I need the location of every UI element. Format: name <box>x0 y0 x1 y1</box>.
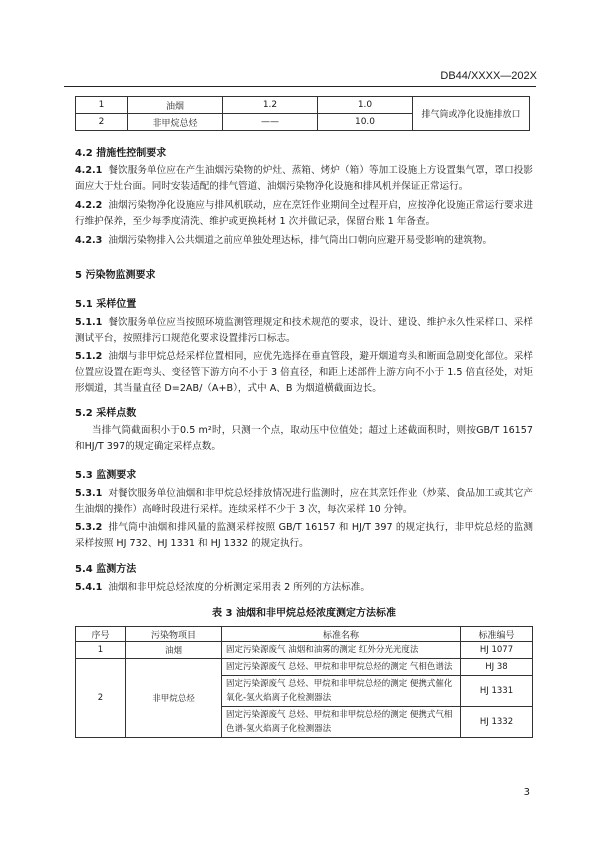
para-5-3-2 <box>75 520 533 552</box>
cell-item: 油烟 <box>126 642 222 659</box>
cell-seq: 2 <box>76 659 126 738</box>
para-number: 5.4.1 <box>75 582 103 593</box>
cell-seq: 1 <box>76 642 126 659</box>
para-text: 油烟和非甲烷总烃浓度的分析测定采用表 2 所列的方法标准。 <box>108 582 370 593</box>
para-text: 油烟污染物排入公共烟道之前应单独处理达标，排气筒出口朝向应避开易受影响的建筑物。 <box>108 235 493 246</box>
para-text: 排气筒中油烟和排风量的监测采样按照 GB/T 16157 和 HJ/T 397 的规定执行，非甲烷总烃的监测采样按照 HJ 732、HJ 1331 和 HJ 1332 的规定执行。 <box>75 522 533 549</box>
para-text: 油烟污染物净化设施应与排风机联动，应在烹饪作业期间全过程开启，应按净化设施正常运行要求进行维护保养，至少每季度清洗、维护或更换耗材 1 次并做记录，保留台账 1 年备查。 <box>75 200 533 227</box>
para-number: 5.3.2 <box>75 522 103 533</box>
cell-monitor-point: 排气筒或净化设施排放口 <box>413 97 530 131</box>
para-number: 5.3.1 <box>75 488 103 499</box>
para-number: 4.2.2 <box>75 200 103 211</box>
table-row <box>76 659 533 676</box>
header-rule <box>64 86 536 87</box>
para-5-1-2 <box>75 349 533 397</box>
section-4-2-title: 4.2 措施性控制要求 <box>75 148 167 159</box>
table-header-row <box>76 627 533 642</box>
cell-standard-name: 固定污染源废气 总烃、甲烷和非甲烷总烃的测定 便携式气相色谱-氢火焰离子化检测器法 <box>222 707 461 738</box>
doc-code: DB44/XXXX—202X <box>440 70 537 82</box>
para-5-3-1 <box>75 486 533 518</box>
para-number: 4.2.1 <box>75 165 103 176</box>
para-text: 餐饮服务单位应当按照环境监测管理规定和技术规范的要求，设计、建设、维护永久性采样口、采样测试平台，按照排污口规范化要求设置排污口标志。 <box>75 317 533 344</box>
cell-value: 10.0 <box>318 114 413 131</box>
para-4-2-3 <box>75 233 533 249</box>
cell-standard-code: HJ 1331 <box>461 676 533 707</box>
para-number: 5.1.1 <box>75 317 103 328</box>
cell-seq: 2 <box>76 114 128 131</box>
col-header-code: 标准编号 <box>461 627 533 642</box>
cell-item: 非甲烷总烃 <box>126 659 222 738</box>
section-5-3-title: 5.3 监测要求 <box>75 470 137 481</box>
page-number: 3 <box>523 787 530 798</box>
table-3-caption: 表 3 油烟和非甲烷总烃浓度测定方法标准 <box>212 608 396 619</box>
section-5-1-title: 5.1 采样位置 <box>75 299 137 310</box>
cell-standard-code: HJ 38 <box>461 659 533 676</box>
section-5-2-title: 5.2 采样点数 <box>75 408 137 419</box>
para-5-1-1 <box>75 315 533 347</box>
cell-standard-code: HJ 1077 <box>461 642 533 659</box>
limits-table-tail <box>75 96 530 131</box>
table-row <box>76 97 530 114</box>
cell-item: 油烟 <box>128 97 223 114</box>
cell-value: —— <box>223 114 318 131</box>
para-number: 5.1.2 <box>75 351 103 362</box>
col-header-seq: 序号 <box>76 627 126 642</box>
para-number: 4.2.3 <box>75 235 103 246</box>
section-5-title: 5 污染物监测要求 <box>75 270 156 281</box>
para-text: 油烟与非甲烷总烃采样位置相同，应优先选择在垂直管段，避开烟道弯头和断面急剧变化部位。采样位置应设置在距弯头、变径管下游方向不小于 3 倍直径，和距上述部件上游方向不小于 1.5 倍直径处，对矩形烟道，其当量直径 D=2AB/（A+B），式中 A、B 为烟道横截面边长。 <box>75 351 533 394</box>
cell-standard-name: 固定污染源废气 总烃、甲烷和非甲烷总烃的测定 气相色谱法 <box>222 659 461 676</box>
method-standards-table <box>75 626 533 738</box>
para-text: 餐饮服务单位应在产生油烟污染物的炉灶、蒸箱、烤炉（箱）等加工设施上方设置集气罩，罩口投影面应大于灶台面。同时安装适配的排气管道、油烟污染物净化设施和排风机并保证正常运行。 <box>75 165 533 192</box>
cell-standard-name: 固定污染源废气 总烃、甲烷和非甲烷总烃的测定 便携式催化氧化-氢火焰离子化检测器法 <box>222 676 461 707</box>
para-4-2-1 <box>75 163 533 195</box>
col-header-name: 标准名称 <box>222 627 461 642</box>
cell-item: 非甲烷总烃 <box>128 114 223 131</box>
section-5-4-title: 5.4 监测方法 <box>75 564 137 575</box>
para-5-4-1 <box>75 580 533 596</box>
cell-seq: 1 <box>76 97 128 114</box>
table-row <box>76 642 533 659</box>
para-4-2-2 <box>75 198 533 230</box>
cell-standard-code: HJ 1332 <box>461 707 533 738</box>
para-text: 对餐饮服务单位油烟和非甲烷总烃排放情况进行监测时，应在其烹饪作业（炒菜、食品加工或其它产生油烟的操作）高峰时段进行采样。连续采样不少于 3 次，每次采样 10 分钟。 <box>75 488 533 515</box>
cell-standard-name: 固定污染源废气 油烟和油雾的测定 红外分光光度法 <box>222 642 461 659</box>
cell-value: 1.2 <box>223 97 318 114</box>
para-5-2: 当排气筒截面积小于0.5 m²时，只测一个点，取动压中位值处；超过上述截面积时，则按GB/T 16157和HJ/T 397的规定确定采样点数。 <box>75 425 533 452</box>
cell-value: 1.0 <box>318 97 413 114</box>
col-header-item: 污染物项目 <box>126 627 222 642</box>
